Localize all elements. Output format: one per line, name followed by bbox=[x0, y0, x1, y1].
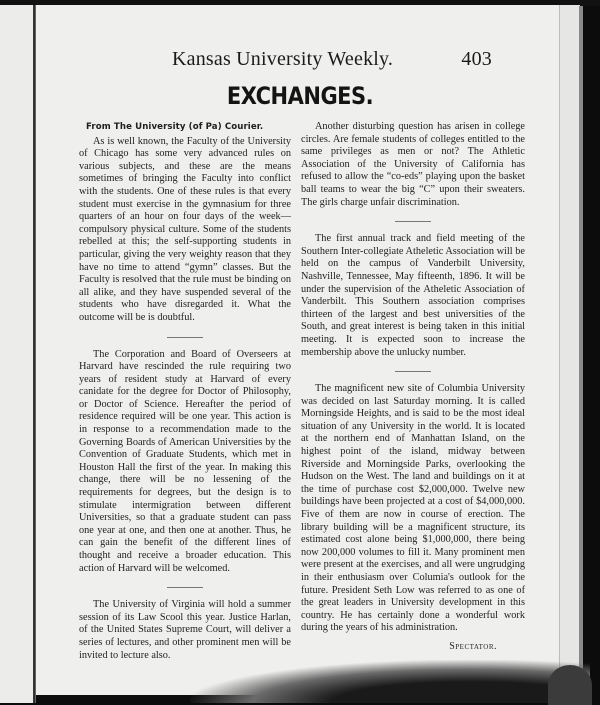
article-chicago-gymnasium: As is well known, the Faculty of the University of Chicago has some very advanced rules on various subjects, and these are the means sometimes of bringing the Faculty into conflict with the students. One of these rules is that every student must exercise in the gymnasium for three quarters of an hour on four days of the week—compulsory physical culture. Some of the students rebelled at this; the self-supporting students in particular, giving the very weighty reason that they have no time to attend “gymn” classes. But the Faculty is resolved that the rule must be binding on all alike, and they have suspended several of the students who have disregarded it. What the outcome will be is doubtful. bbox=[79, 135, 291, 323]
scan-shadow bbox=[190, 660, 590, 703]
page-number: 403 bbox=[461, 48, 492, 70]
source-attribution: From The University (of Pa) Courier. bbox=[86, 122, 264, 132]
running-header bbox=[172, 48, 492, 71]
article-columbia-site: The magnificent new site of Columbia University was decided on last Saturday morning. It is called Morningside Heights, and is said to be the most ideal situation of any University in the world. It is located at the northern end of Manhattan Island, on the highest point of the island, midway between Riverside and Morningside Parks, overlooking the Hudson on the West. The land and buildings on it at the time of purchase cost $2,000,000. Twelve new buildings have been projected at a cost of $4,000,000. Five of them are now in course of erection. The library building will be a magnificent structure, its estimated cost alone being $1,000,000, there being now 200,000 volumes to fill it. Many prominent men were present at the exercises, and all were ungrudging in their enthusiasm over Columia's outlook for the future. President Seth Low was referred to as one of the great leaders in University development in this country. He has certainly done a wonderful work during the years of his administration. bbox=[301, 383, 525, 634]
article-signature: Spectator. bbox=[449, 640, 497, 652]
article-divider bbox=[167, 337, 203, 338]
scanner-thumb bbox=[548, 665, 592, 705]
article-california-coeds: Another disturbing question has arisen in college circles. Are female students of colleges entitled to the same privileges as men or not? The Athletic Association of the University of California has refused to allow the “co-eds” playing upon the basket ball teams to wear the big “C” upon their sweaters. The girls charge unfair discrimination. bbox=[301, 121, 525, 208]
article-divider bbox=[395, 371, 431, 372]
article-divider bbox=[167, 587, 203, 588]
right-column bbox=[301, 121, 525, 654]
left-column bbox=[79, 121, 291, 662]
article-virginia-law-school: The University of Virginia will hold a summer session of its Law Scool this year. Justice Harlan, of the United States Supreme Court, will deliver a series of lectures, and other prominent men will be invited to lecture also. bbox=[79, 599, 291, 661]
article-divider bbox=[395, 221, 431, 222]
article-harvard-residence: The Corporation and Board of Overseers at Harvard have rescinded the rule requiring two years of resident study at Harvard of every canidate for the degree for Doctor of Philosophy, or Doctor of Science. Hereafter the period of residence required will be one year. This action is in response to a recommendation made to the Governing Boards of American Universities by the Convention of Graduate Students, which met in Houston Hall the first of the year. In making this change, there will be no lessening of the requirements for degrees, but the design is to stimulate intermigration between different Universities, so that a graduate student can pass one year at one, and then one at another. Thus, he can gain the benefit of the different lines of thought and receive a broader education. This action of Harvard will be welcomed. bbox=[79, 348, 291, 574]
publication-title: Kansas University Weekly. bbox=[172, 48, 394, 70]
section-title: EXCHANGES. bbox=[226, 82, 374, 110]
article-southern-athletics: The first annual track and field meeting of the Southern Inter-collegiate Atheletic Association will be held on the campus of Vanderbilt University, Nashville, Tennessee, May fifteenth, 1896. It will be under the supervision of the Atheletic Association of Vanderbilt. This Southern association comprises thirteen of the largest and best universities of the South, and great interest is being taken in this initial meeting. It is expected soon to increase the membership above the unlucky number. bbox=[301, 233, 525, 358]
